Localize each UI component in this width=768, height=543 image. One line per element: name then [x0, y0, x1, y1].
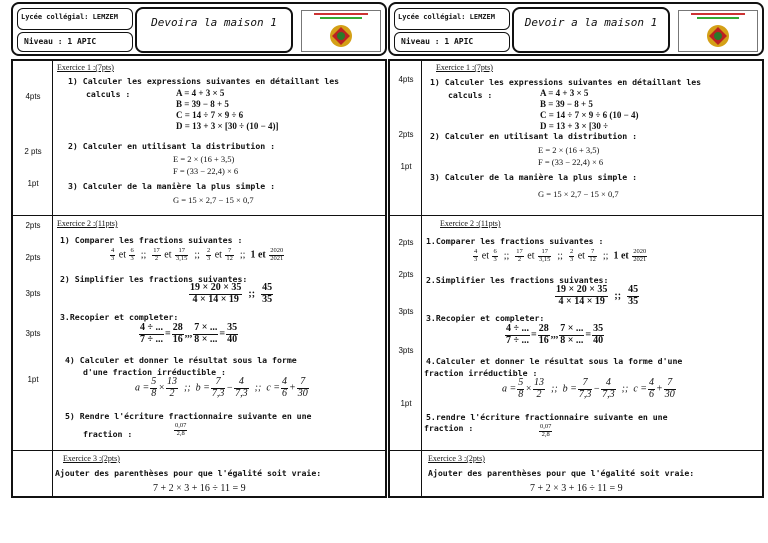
- fraction-rewrite: $\frac{0,07}{2,8}$: [540, 423, 552, 438]
- points-label: 2pts: [25, 221, 41, 230]
- ex1-question-2: 2) Calculer en utilisant la distribution :: [68, 141, 276, 151]
- fraction-rewrite: $\frac{0,07}{2,8}$: [175, 422, 187, 437]
- divider: [390, 215, 762, 216]
- level-label: Niveau : 1 APIC: [17, 32, 133, 52]
- right-sheet: [388, 2, 764, 498]
- ex3-question: Ajouter des parenthèses pour que l'égalité soit vraie:: [428, 468, 695, 478]
- right-body: [388, 59, 764, 498]
- expression-g: G = 15 × 2,7 − 15 × 0,7: [538, 189, 619, 199]
- ex2-question-4-cont: d'une fraction irréductible :: [83, 367, 226, 377]
- school-name: Lycée collégial: LEMZEM: [17, 8, 133, 30]
- points-label: 2pts: [25, 253, 41, 262]
- ex2-question-4-cont: fraction irréductible :: [424, 368, 538, 378]
- ex2-question-3: 3.Recopier et completer:: [426, 313, 545, 323]
- points-label: 2 pts: [24, 147, 42, 156]
- points-label: 2pts: [398, 130, 414, 139]
- fractions-simplify: $\frac{19 \times 20 \times 35}{4 \times 14 \times 19}$ ;; $\frac{45}{35}$: [556, 284, 639, 307]
- ex2-question-5: 5) Rendre l'écriture fractionnaire suivante en une: [65, 411, 312, 421]
- left-header: [11, 2, 387, 56]
- points-label: 3pts: [25, 289, 41, 298]
- fractions-complete: $\frac{4 \div ...}{7 \div ...}$ = $\frac{28}{16}$ ,,, $\frac{7 \times ...}{8 \times ...}$ = $\frac{35}{40}$: [506, 323, 604, 346]
- ex2-question-1: 1) Comparer les fractions suivantes :: [60, 235, 243, 245]
- expression-f: F = (33 − 22,4) × 6: [538, 157, 604, 167]
- points-label: 2pts: [398, 238, 414, 247]
- expression-c: C = 14 ÷ 7 × 9 ÷ 6: [176, 110, 244, 120]
- points-label: 1pt: [27, 375, 39, 384]
- fractions-compute: a = $\frac{5}{8}$ × $\frac{13}{2}$ ;; b = $\frac{7}{7,3}$ − $\frac{4}{7,3}$ ;; c = $\frac{4}{6}$ + $\frac{7}{30}$: [502, 377, 675, 400]
- level-label: Niveau : 1 APIC: [394, 32, 510, 52]
- ministry-logo: [301, 10, 381, 52]
- ex2-question-5-cont: fraction :: [83, 429, 133, 439]
- ex2-question-3: 3.Recopier et completer:: [60, 312, 179, 322]
- exercise-1-title: Exercice 1 :(7pts): [436, 63, 493, 72]
- divider: [13, 215, 385, 216]
- expression-g: G = 15 × 2,7 − 15 × 0,7: [173, 195, 254, 205]
- ex2-question-4: 4.Calculer et donner le résultat sous la forme d'une: [426, 356, 683, 366]
- ex3-equation: 7 + 2 × 3 + 16 ÷ 11 = 9: [153, 483, 246, 494]
- fractions-compare: $\frac{4}{3}$ et $\frac{6}{3}$ ;; $\frac{17}{2}$ et $\frac{17}{3,15}$ ;; $\frac{2}{3}$ et $\frac{7}{12}$ ;; 1 et $\frac{2020}{2021}$: [111, 247, 284, 262]
- expression-b: B = 39 − 8 + 5: [176, 99, 229, 109]
- ex1-question-1-cont: calculs :: [448, 90, 493, 100]
- left-sheet: [11, 2, 387, 498]
- divider: [390, 450, 762, 451]
- ex2-question-2: 2.Simplifier les fractions suivantes:: [426, 275, 609, 285]
- ex1-question-1: 1) Calculer les expressions suivantes en détaillant les: [430, 77, 702, 87]
- expression-a: A = 4 + 3 × 5: [540, 88, 589, 98]
- ex3-question: Ajouter des parenthèses pour que l'égalité soit vraie:: [55, 468, 322, 478]
- fractions-simplify: $\frac{19 \times 20 \times 35}{4 \times 14 \times 19}$ ;; $\frac{45}{35}$: [190, 282, 273, 305]
- score-column: [13, 61, 53, 496]
- ex2-question-4: 4) Calculer et donner le résultat sous la forme: [65, 355, 297, 365]
- expression-d: D = 13 + 3 × [30 ÷: [540, 121, 609, 131]
- ex2-question-5-cont: fraction :: [424, 423, 474, 433]
- page-title: Devoir a la maison 1: [512, 7, 670, 53]
- exercise-1-title: Exercice 1 :(7pts): [57, 63, 114, 72]
- points-label: 4pts: [25, 92, 41, 101]
- page-title: Devoira la maison 1: [135, 7, 293, 53]
- ex1-question-2: 2) Calculer en utilisant la distribution :: [430, 131, 638, 141]
- school-name: Lycée collégial: LEMZEM: [394, 8, 510, 30]
- expression-f: F = (33 − 22,4) × 6: [173, 166, 239, 176]
- fractions-compute: a = $\frac{5}{8}$ × $\frac{13}{2}$ ;; b = $\frac{7}{7,3}$ − $\frac{4}{7,3}$ ;; c = $\frac{4}{6}$ + $\frac{7}{30}$: [135, 376, 308, 399]
- ex2-question-2: 2) Simplifier les fractions suivantes:: [60, 274, 248, 284]
- divider: [13, 450, 385, 451]
- expression-d: D = 13 + 3 × [30 ÷ (10 − 4)]: [176, 121, 279, 131]
- ex2-question-1: 1.Comparer les fractions suivantes :: [426, 236, 604, 246]
- exercise-2-title: Exercice 2 :(11pts): [57, 219, 118, 228]
- points-label: 1pt: [400, 162, 412, 171]
- left-body: [11, 59, 387, 498]
- exercise-3-title: Exercice 3 :(2pts): [63, 454, 120, 463]
- ex2-question-5: 5.rendre l'écriture fractionnaire suivante en une: [426, 412, 668, 422]
- fractions-complete: $\frac{4 \div ...}{7 \div ...}$ = $\frac{28}{16}$ ,,, $\frac{7 \times ...}{8 \times ...}$ = $\frac{35}{40}$: [140, 322, 238, 345]
- ex3-equation: 7 + 2 × 3 + 16 ÷ 11 = 9: [530, 483, 623, 494]
- exercise-2-title: Exercice 2 :(11pts): [440, 219, 501, 228]
- right-header: [388, 2, 764, 56]
- fractions-compare: $\frac{4}{3}$ et $\frac{6}{3}$ ;; $\frac{17}{2}$ et $\frac{17}{3,15}$ ;; $\frac{2}{3}$ et $\frac{7}{12}$ ;; 1 et $\frac{2020}{2021}$: [474, 248, 647, 263]
- expression-a: A = 4 + 3 × 5: [176, 88, 225, 98]
- points-label: 4pts: [398, 75, 414, 84]
- expression-b: B = 39 − 8 + 5: [540, 99, 593, 109]
- ministry-logo: [678, 10, 758, 52]
- points-label: 3pts: [398, 346, 414, 355]
- expression-e: E = 2 × (16 + 3,5): [173, 154, 235, 164]
- ex1-question-3: 3) Calculer de la manière la plus simple :: [68, 181, 276, 191]
- expression-e: E = 2 × (16 + 3,5): [538, 145, 600, 155]
- points-label: 2pts: [398, 270, 414, 279]
- ex1-question-1-cont: calculs :: [86, 89, 131, 99]
- expression-c: C = 14 ÷ 7 × 9 ÷ 6 (10 − 4): [540, 110, 639, 120]
- points-label: 3pts: [398, 307, 414, 316]
- points-label: 1pt: [27, 179, 39, 188]
- points-label: 3pts: [25, 329, 41, 338]
- ex1-question-1: 1) Calculer les expressions suivantes en détaillant les: [68, 76, 340, 86]
- points-label: 1pt: [400, 399, 412, 408]
- exercise-3-title: Exercice 3 :(2pts): [428, 454, 485, 463]
- ex1-question-3: 3) Calculer de la manière la plus simple :: [430, 172, 638, 182]
